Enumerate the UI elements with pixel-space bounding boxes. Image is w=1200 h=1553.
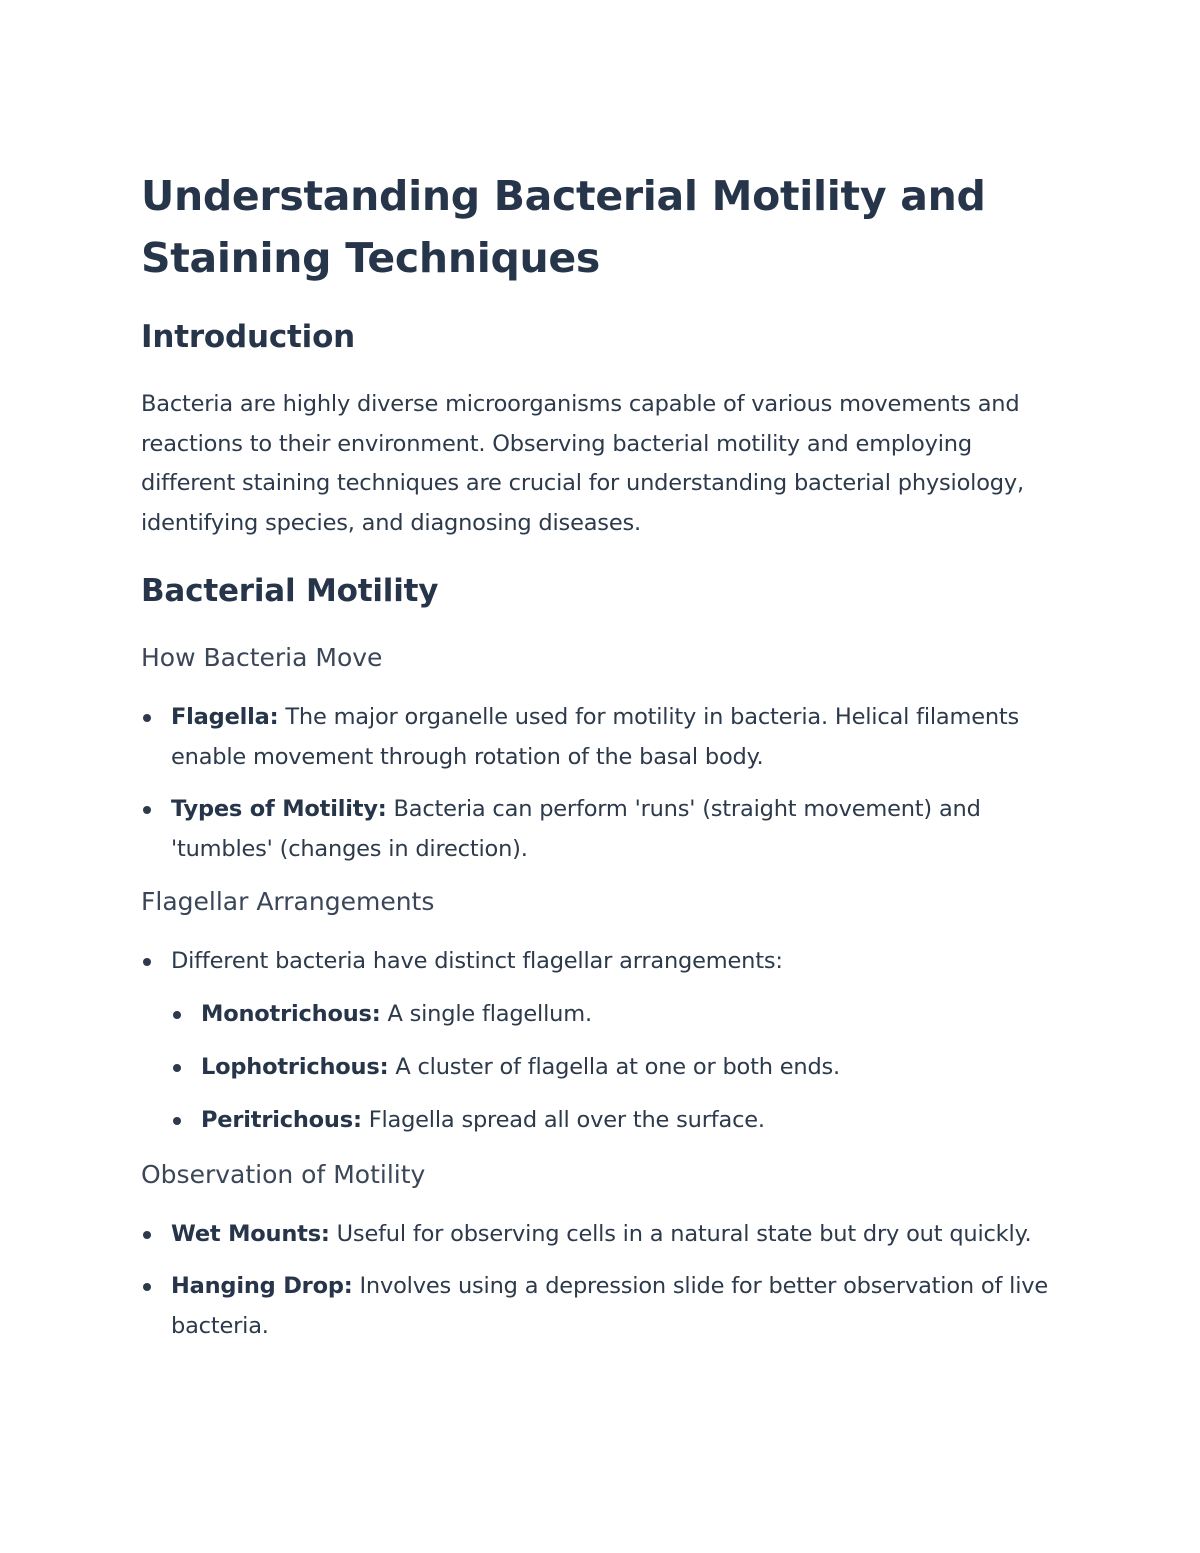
observation-of-motility-heading: Observation of Motility [141,1160,426,1189]
list-item [141,1266,1061,1346]
list-item [141,789,1061,869]
bullet-icon [143,806,151,814]
flagellar-arrangements-heading: Flagellar Arrangements [141,887,435,916]
introduction-paragraph: Bacteria are highly diverse microorganisms capable of various movements and reactions to their environment. Observing bacterial motility and employing different staining techniques are crucial for understanding bacterial physiology, identifying species, and diagnosing diseases. [141,391,1024,536]
list-item-term: Flagella: [171,704,279,730]
bullet-icon [143,714,151,722]
how-bacteria-move-heading: How Bacteria Move [141,643,383,672]
bullet-icon [173,1064,181,1072]
bullet-icon [173,1011,181,1019]
list-item [141,697,1061,777]
bullet-icon [143,1231,151,1239]
list-item-nested [141,1047,1061,1087]
list-item-term: Monotrichous: [201,1001,381,1027]
list-item-nested [141,1100,1061,1140]
bacterial-motility-heading: Bacterial Motility [141,573,439,609]
bullet-icon [143,1283,151,1291]
document-title: Understanding Bacterial Motility and Staining Techniques [141,172,986,282]
list-item [141,941,1061,981]
list-item-text: Flagella spread all over the surface. [361,1107,765,1133]
bullet-icon [143,958,151,966]
list-item-nested [141,994,1061,1034]
list-item-term: Lophotrichous: [201,1054,389,1080]
list-item-text: A cluster of flagella at one or both ends. [388,1054,841,1080]
flagellar-arrangements-list [141,941,1061,1140]
list-item-text: Involves using a depression slide for better observation of live bacteria. [171,1273,1049,1339]
list-item-text: Different bacteria have distinct flagellar arrangements: [171,948,783,974]
bullet-icon [173,1117,181,1125]
list-item [141,1214,1061,1254]
introduction-heading: Introduction [141,319,356,355]
list-item-text: A single flagellum. [380,1001,592,1027]
observation-list [141,1214,1061,1346]
document-page [141,165,1061,1346]
list-item-term: Wet Mounts: [171,1221,330,1247]
list-item-text: Useful for observing cells in a natural state but dry out quickly. [329,1221,1032,1247]
list-item-text: Bacteria can perform 'runs' (straight movement) and 'tumbles' (changes in direction). [171,796,981,862]
list-item-term: Hanging Drop: [171,1273,353,1299]
list-item-term: Types of Motility: [171,796,387,822]
how-bacteria-move-list [141,697,1061,869]
list-item-text: The major organelle used for motility in bacteria. Helical filaments enable movement through rotation of the basal body. [171,704,1020,770]
list-item-term: Peritrichous: [201,1107,362,1133]
